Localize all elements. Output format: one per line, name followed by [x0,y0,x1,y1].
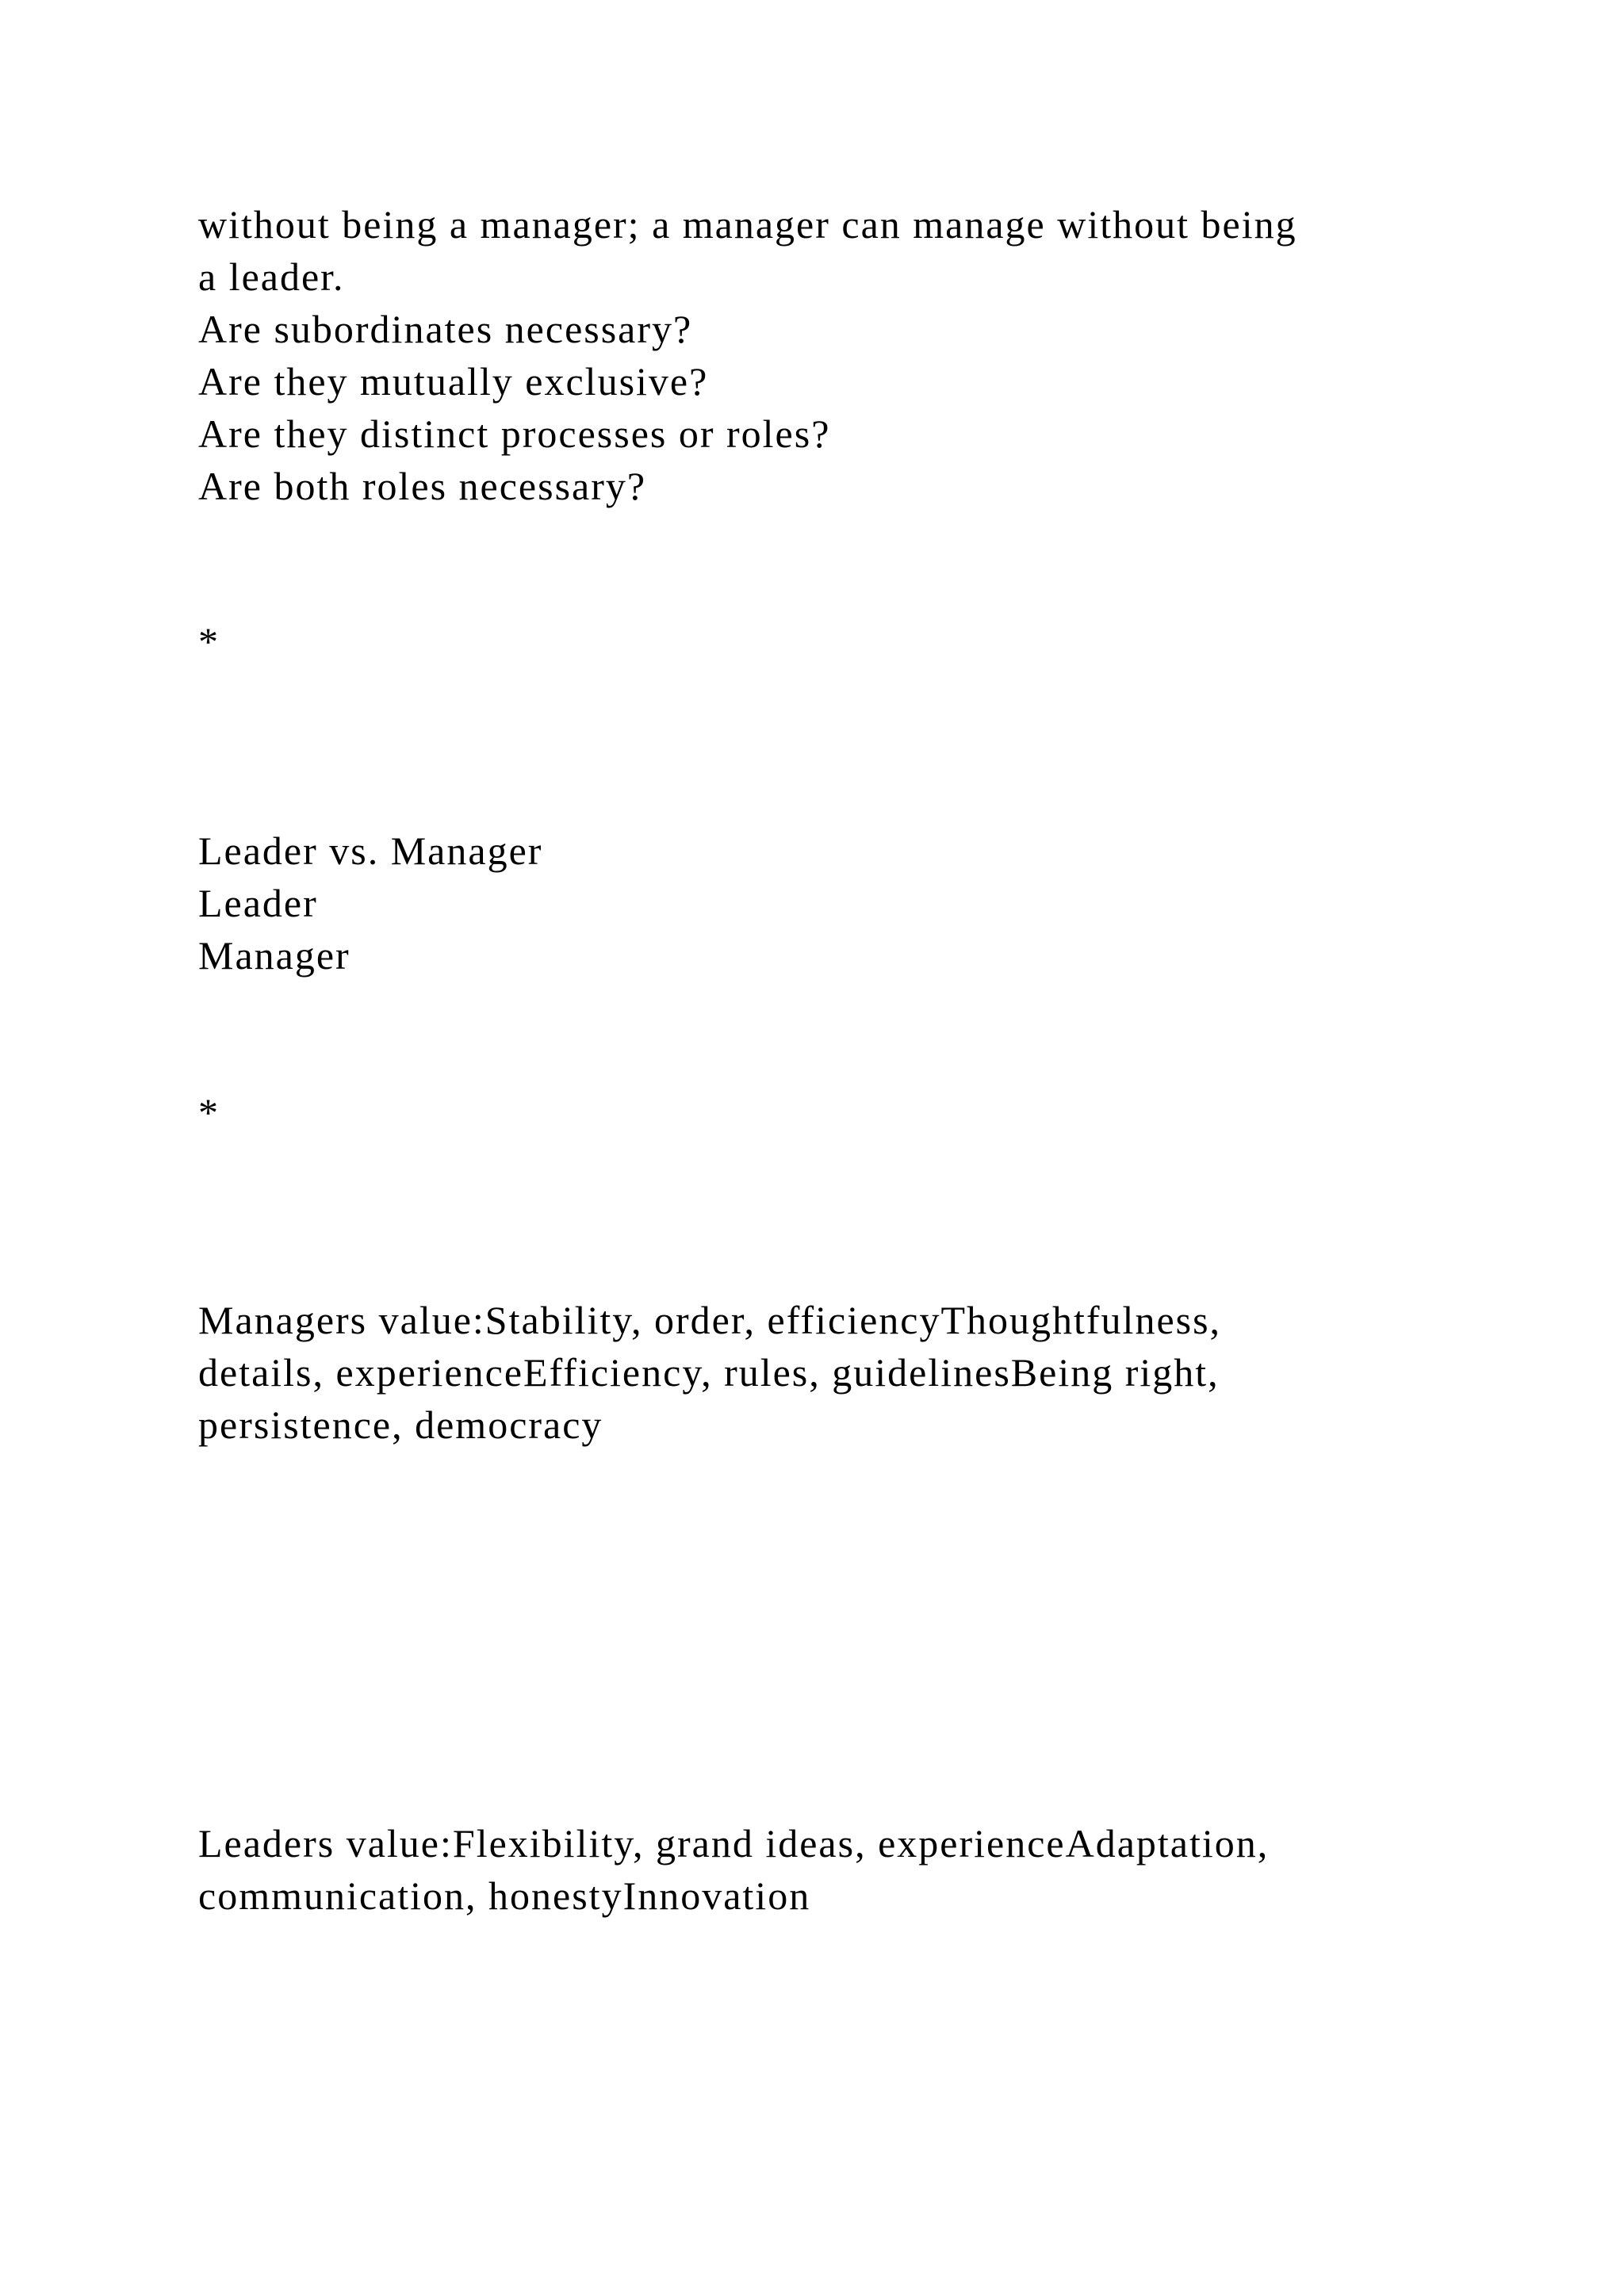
section-separator: * [198,1090,220,1135]
question-distinct-processes: Are they distinct processes or roles? [198,411,831,456]
column-label-manager: Manager [198,933,350,978]
paragraph-line: Leaders value:Flexibility, grand ideas, experienceAdaptation, [198,1821,1270,1866]
paragraph-line: a leader. [198,254,345,299]
paragraph-line: Managers value:Stability, order, efficiencyThoughtfulness, [198,1298,1222,1342]
question-both-roles: Are both roles necessary? [198,464,647,508]
paragraph-line: persistence, democracy [198,1402,603,1447]
paragraph-line: communication, honestyInnovation [198,1873,811,1918]
question-subordinates: Are subordinates necessary? [198,307,693,351]
paragraph-line: without being a manager; a manager can manage without being [198,202,1297,247]
slide-heading: Leader vs. Manager [198,828,543,873]
section-separator: * [198,619,220,664]
column-label-leader: Leader [198,881,318,925]
paragraph-line: details, experienceEfficiency, rules, guidelinesBeing right, [198,1350,1220,1395]
question-mutually-exclusive: Are they mutually exclusive? [198,359,709,404]
